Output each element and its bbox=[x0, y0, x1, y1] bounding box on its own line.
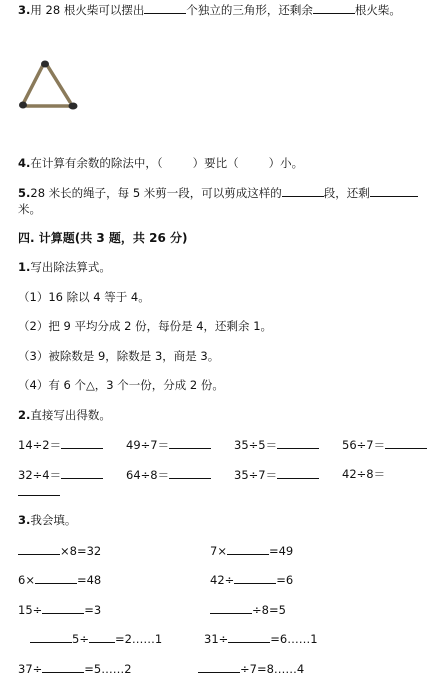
fill-expression: =6 bbox=[276, 573, 294, 587]
question-text: 段，还剩 bbox=[323, 186, 370, 200]
answer-blank[interactable] bbox=[18, 543, 60, 555]
question-5 bbox=[18, 185, 418, 200]
calc-expression: 32÷4＝ bbox=[18, 468, 62, 482]
calc-item bbox=[18, 467, 103, 482]
question-text: ）小。 bbox=[268, 156, 304, 170]
fill-expression: =5……2 bbox=[84, 662, 132, 676]
problem-number: 3. bbox=[18, 513, 31, 527]
answer-blank[interactable] bbox=[228, 631, 270, 643]
question-text: 用 28 根火柴可以摆出 bbox=[30, 3, 145, 17]
question-4 bbox=[18, 156, 303, 170]
question-text: ）要比（ bbox=[192, 156, 239, 170]
calc-item bbox=[234, 437, 319, 452]
problem-1-item-3: （3）被除数是 9，除数是 3，商是 3。 bbox=[18, 349, 220, 363]
problem-3-title bbox=[18, 513, 76, 527]
fill-expression: 37÷ bbox=[18, 662, 43, 676]
fill-expression: ÷8=5 bbox=[252, 603, 286, 617]
fill-expression: =48 bbox=[76, 573, 102, 587]
problem-title: 写出除法算式。 bbox=[30, 260, 111, 274]
problem-1-item-4: （4）有 6 个△，3 个一份，分成 2 份。 bbox=[18, 378, 224, 392]
problem-1-title bbox=[18, 260, 111, 274]
answer-blank[interactable] bbox=[144, 2, 186, 14]
fill-item bbox=[18, 602, 101, 617]
fill-expression: 42÷ bbox=[210, 573, 235, 587]
fill-item bbox=[18, 572, 101, 587]
calc-item bbox=[342, 437, 427, 452]
question-text: 在计算有余数的除法中，（ bbox=[30, 156, 163, 170]
problem-title: 我会填。 bbox=[30, 513, 77, 527]
question-number: 3. bbox=[18, 3, 31, 17]
problem-number: 2. bbox=[18, 408, 31, 422]
fill-item bbox=[30, 631, 162, 646]
fill-expression: =6……1 bbox=[270, 632, 318, 646]
calc-item-continued bbox=[18, 484, 60, 499]
calc-expression: 35÷5＝ bbox=[234, 438, 278, 452]
answer-blank[interactable] bbox=[169, 437, 211, 449]
problem-title: 直接写出得数。 bbox=[30, 408, 111, 422]
answer-blank[interactable] bbox=[282, 185, 324, 197]
answer-blank[interactable] bbox=[227, 543, 269, 555]
answer-blank[interactable] bbox=[42, 602, 84, 614]
answer-blank[interactable] bbox=[169, 467, 211, 479]
question-number: 4. bbox=[18, 156, 31, 170]
calc-item bbox=[126, 467, 211, 482]
fill-expression: ×8=32 bbox=[60, 544, 102, 558]
fill-expression: =2……1 bbox=[114, 632, 163, 646]
calc-expression: 64÷8＝ bbox=[126, 468, 170, 482]
fill-expression: ÷7=8……4 bbox=[240, 662, 305, 676]
fill-item bbox=[210, 572, 293, 587]
answer-blank[interactable] bbox=[198, 661, 240, 673]
question-5-continued: 米。 bbox=[18, 202, 41, 216]
fill-expression: 7× bbox=[210, 544, 227, 558]
question-3-matches bbox=[18, 2, 401, 17]
fill-item bbox=[198, 661, 304, 676]
fill-expression: =3 bbox=[84, 603, 102, 617]
fill-expression: 5÷ bbox=[72, 632, 89, 646]
calc-item bbox=[126, 437, 211, 452]
answer-blank[interactable] bbox=[89, 631, 115, 643]
question-text: 个独立的三角形，还剩余 bbox=[186, 3, 313, 17]
answer-blank[interactable] bbox=[313, 2, 355, 14]
calc-expression: 42÷8＝ bbox=[342, 467, 386, 481]
answer-blank[interactable] bbox=[42, 661, 84, 673]
problem-1-item-1: （1）16 除以 4 等于 4。 bbox=[18, 290, 150, 304]
matchstick-triangle-image bbox=[18, 58, 86, 112]
fill-expression: 31÷ bbox=[204, 632, 229, 646]
problem-number: 1. bbox=[18, 260, 31, 274]
fill-expression: 15÷ bbox=[18, 603, 43, 617]
question-number: 5. bbox=[18, 186, 31, 200]
calc-expression: 14÷2＝ bbox=[18, 438, 62, 452]
answer-blank[interactable] bbox=[30, 631, 72, 643]
answer-blank[interactable] bbox=[18, 484, 60, 496]
calc-expression: 35÷7＝ bbox=[234, 468, 278, 482]
calc-item bbox=[342, 467, 385, 481]
answer-blank[interactable] bbox=[277, 437, 319, 449]
answer-blank[interactable] bbox=[35, 572, 77, 584]
fill-item bbox=[210, 543, 293, 558]
fill-expression: 6× bbox=[18, 573, 35, 587]
fill-item bbox=[210, 602, 286, 617]
problem-2-title bbox=[18, 408, 111, 422]
fill-item bbox=[18, 543, 101, 558]
fill-item bbox=[18, 661, 132, 676]
fill-expression: =49 bbox=[268, 544, 294, 558]
question-text: 28 米长的绳子，每 5 米剪一段，可以剪成这样的 bbox=[30, 186, 282, 200]
fill-item bbox=[204, 631, 318, 646]
calc-item bbox=[18, 437, 103, 452]
answer-blank[interactable] bbox=[277, 467, 319, 479]
answer-blank[interactable] bbox=[61, 437, 103, 449]
problem-1-item-2: （2）把 9 平均分成 2 份，每份是 4，还剩余 1。 bbox=[18, 319, 273, 333]
answer-blank[interactable] bbox=[370, 185, 418, 197]
answer-blank[interactable] bbox=[234, 572, 276, 584]
question-text: 根火柴。 bbox=[354, 3, 401, 17]
calc-expression: 49÷7＝ bbox=[126, 438, 170, 452]
calc-expression: 56÷7＝ bbox=[342, 438, 386, 452]
calc-item bbox=[234, 467, 319, 482]
answer-blank[interactable] bbox=[61, 467, 103, 479]
section-heading: 四. 计算题(共 3 题，共 26 分) bbox=[18, 231, 188, 245]
answer-blank[interactable] bbox=[210, 602, 252, 614]
answer-blank[interactable] bbox=[385, 437, 427, 449]
